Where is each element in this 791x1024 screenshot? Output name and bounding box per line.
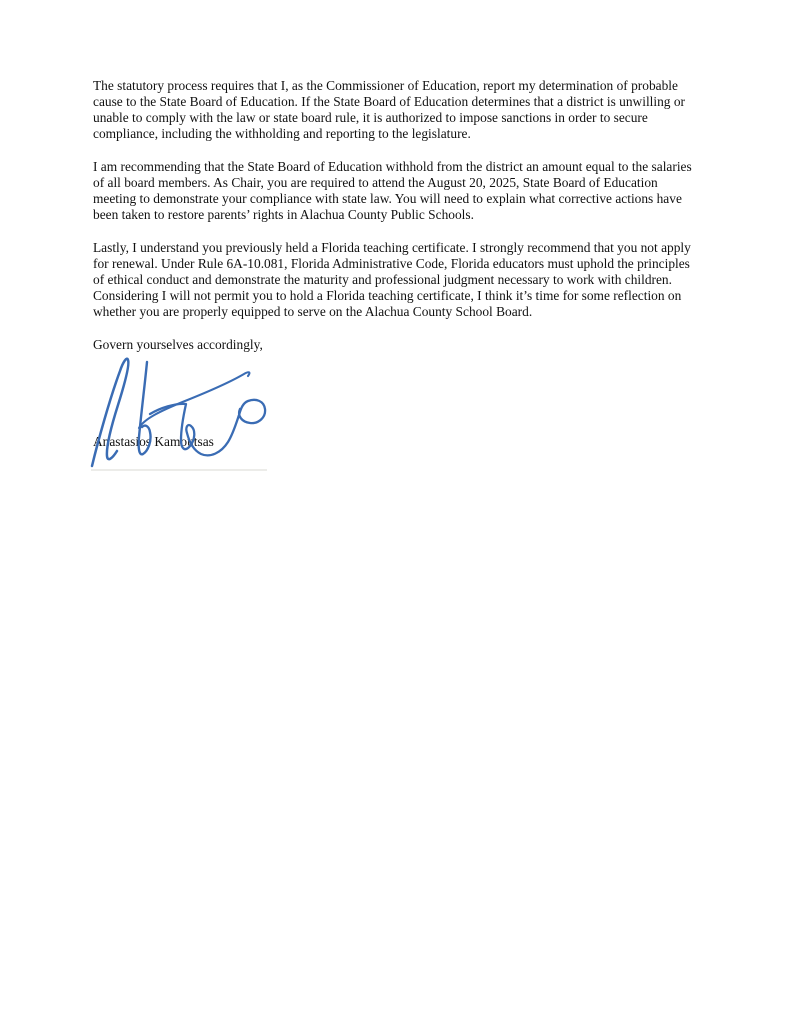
letter-paragraph: The statutory process requires that I, as the Commissioner of Education, report my determination of probable cause to the State Board of Education. If the State Board of Education determines that a district is unwilling or unable to comply with the law or state board rule, it is authorized to impose sanctions in order to secure compliance, including the withholding and reporting to the legislature. [93, 78, 686, 141]
letter-body [93, 78, 694, 450]
letter-paragraphs [93, 78, 694, 320]
letter-paragraph: Lastly, I understand you previously held a Florida teaching certificate. I strongly recommend that you not apply for renewal. Under Rule 6A-10.081, Florida Administrative Code, Florida educators must uphold the principles of ethical conduct and demonstrate the maturity and professional judgment necessary to work with children. Considering I will not permit you to hold a Florida teaching certificate, I think it’s time for some reflection on whether you are properly equipped to serve on the Alachua County School Board. [93, 240, 691, 319]
signature-image-edge [91, 469, 267, 471]
closing-line: Govern yourselves accordingly, [93, 337, 263, 352]
signature-image [89, 353, 273, 471]
signature-stroke-crossbar [139, 372, 249, 428]
letter-paragraph: I am recommending that the State Board of Education withhold from the district an amount equal to the salaries of all board members. As Chair, you are required to attend the August 20, 2025, State Board of Education meeting to demonstrate your compliance with state law. You will need to explain what corrective actions have been taken to restore parents’ rights in Alachua County Public Schools. [93, 159, 692, 222]
signer-name: Anastasios Kamoutsas [93, 434, 214, 449]
